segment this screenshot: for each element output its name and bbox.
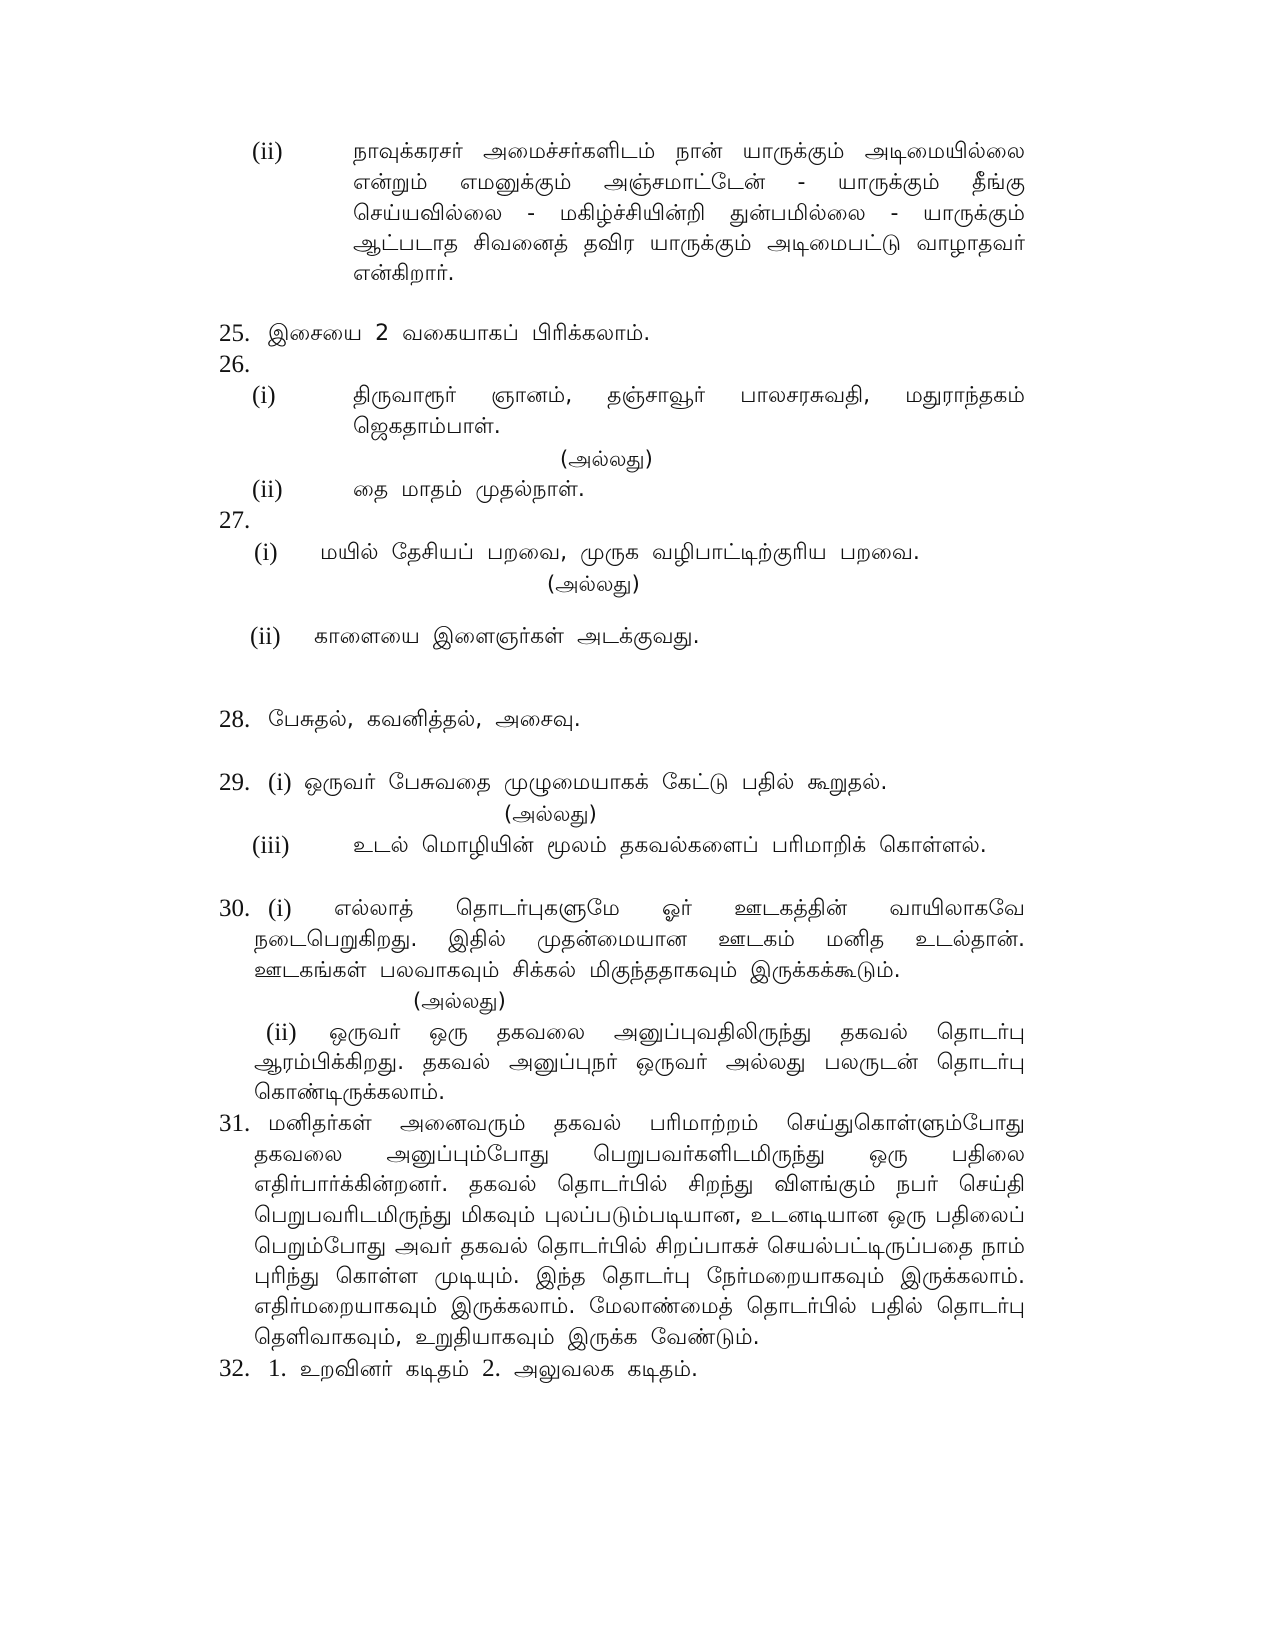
q25-answer: இசையை 2 வகையாகப் பிரிக்கலாம். — [268, 321, 651, 346]
q24-sub-ii-line-2: என்றும் எமனுக்கும் அஞ்சமாட்டேன் - யாருக்கும் தீங்கு — [353, 170, 1025, 195]
q26-sub-i-line-1: திருவாரூர் ஞானம், தஞ்சாவூர் பாலசரசுவதி, மதுராந்தகம் — [353, 383, 1025, 408]
q27-sub-ii-marker: (ii) — [250, 623, 281, 650]
q31-number: 31. — [219, 1110, 251, 1137]
q29-sub-i-marker: (i) — [268, 769, 292, 796]
q30-sub-ii-line-1: ஒருவர் ஒரு தகவலை அனுப்புவதிலிருந்து தகவல் தொடர்பு — [329, 1020, 1025, 1045]
q32-item-1-number: 1. — [268, 1355, 287, 1382]
q24-sub-ii-line-4: ஆட்படாத சிவனைத் தவிர யாருக்கும் அடிமைபட்டு வாழாதவர் — [353, 231, 1025, 256]
q24-sub-ii-line-5: என்கிறார். — [353, 261, 455, 286]
q29-sub-i-answer: ஒருவர் பேசுவதை முழுமையாகக் கேட்டு பதில் கூறுதல். — [304, 770, 888, 795]
q32-answer — [268, 1353, 698, 1386]
q27-number: 27. — [219, 507, 251, 534]
q30-sub-i-marker: (i) — [268, 895, 292, 922]
q30-sub-i-line-3: ஊடகங்கள் பலவாகவும் சிக்கல் மிகுந்ததாகவும் இருக்கக்கூடும். — [254, 958, 901, 983]
q25-number: 25. — [219, 320, 251, 347]
q30-sub-ii-line-3: கொண்டிருக்கலாம். — [254, 1080, 446, 1105]
q30-number: 30. — [219, 895, 251, 922]
q31-line-6: புரிந்து கொள்ள முடியும். இந்த தொடர்பு நேர்மறையாகவும் இருக்கலாம். — [254, 1264, 1025, 1289]
q24-sub-ii-line-1: நாவுக்கரசர் அமைச்சர்களிடம் நான் யாருக்கும் அடிமையில்லை — [353, 139, 1025, 164]
q27-sub-i-answer: மயில் தேசியப் பறவை, முருக வழிபாட்டிற்குரிய பறவை. — [320, 540, 920, 565]
q29-or-label: (அல்லது) — [504, 802, 597, 826]
q29-sub-iii-marker: (iii) — [252, 832, 290, 859]
q27-sub-i-marker: (i) — [254, 539, 278, 566]
q27-sub-ii-answer: காளையை இளைஞர்கள் அடக்குவது. — [314, 624, 700, 649]
q31-line-4: பெறுபவரிடமிருந்து மிகவும் புலப்படும்படியான, உடனடியான ஒரு பதிலைப் — [254, 1203, 1025, 1228]
q26-or-label: (அல்லது) — [560, 447, 653, 471]
q30-or-label: (அல்லது) — [413, 989, 506, 1013]
q32-item-2-number: 2. — [482, 1355, 501, 1382]
q31-line-7: எதிர்மறையாகவும் இருக்கலாம். மேலாண்மைத் தொடர்பில் பதில் தொடர்பு — [254, 1294, 1025, 1319]
q29-number: 29. — [219, 769, 251, 796]
q31-line-2: தகவலை அனுப்பும்போது பெறுபவர்களிடமிருந்து ஒரு பதிலை — [254, 1142, 1025, 1167]
q26-sub-ii-answer: தை மாதம் முதல்நாள். — [353, 477, 585, 502]
q31-line-5: பெறும்போது அவர் தகவல் தொடர்பில் சிறப்பாகச் செயல்பட்டிருப்பதை நாம் — [254, 1234, 1025, 1259]
q31-line-1: மனிதர்கள் அனைவரும் தகவல் பரிமாற்றம் செய்துகொள்ளும்போது — [268, 1111, 1025, 1136]
q27-or-label: (அல்லது) — [547, 572, 640, 596]
q31-line-3: எதிர்பார்க்கின்றனர். தகவல் தொடர்பில் சிறந்து விளங்கும் நபர் செய்தி — [254, 1172, 1025, 1197]
q30-sub-ii-line-2: ஆரம்பிக்கிறது. தகவல் அனுப்புநர் ஒருவர் அல்லது பலருடன் தொடர்பு — [254, 1050, 1025, 1075]
q32-number: 32. — [219, 1355, 251, 1382]
q30-sub-i-line-2: நடைபெறுகிறது. இதில் முதன்மையான ஊடகம் மனித உடல்தான். — [254, 927, 1025, 952]
q26-number: 26. — [219, 351, 251, 378]
q26-sub-i-marker: (i) — [252, 382, 276, 409]
q32-item-1-text: உறவினர் கடிதம் — [299, 1357, 470, 1382]
q26-sub-i-line-2: ஜெகதாம்பாள். — [353, 414, 501, 439]
q24-sub-ii-line-3: செய்யவில்லை - மகிழ்ச்சியின்றி துன்பமில்லை - யாருக்கும் — [353, 201, 1025, 226]
q29-sub-iii-answer: உடல் மொழியின் மூலம் தகவல்களைப் பரிமாறிக் கொள்ளல். — [353, 833, 987, 858]
q32-item-2-text: அலுவலக கடிதம். — [513, 1357, 699, 1382]
q31-line-8: தெளிவாகவும், உறுதியாகவும் இருக்க வேண்டும். — [254, 1325, 760, 1350]
q24-sub-ii-marker: (ii) — [252, 138, 283, 165]
q28-number: 28. — [219, 706, 251, 733]
q30-sub-i-line-1: எல்லாத் தொடர்புகளுமே ஓர் ஊடகத்தின் வாயிலாகவே — [334, 896, 1025, 921]
q28-answer: பேசுதல், கவனித்தல், அசைவு. — [268, 707, 581, 732]
q26-sub-ii-marker: (ii) — [252, 476, 283, 503]
q30-sub-ii-marker: (ii) — [266, 1019, 297, 1046]
